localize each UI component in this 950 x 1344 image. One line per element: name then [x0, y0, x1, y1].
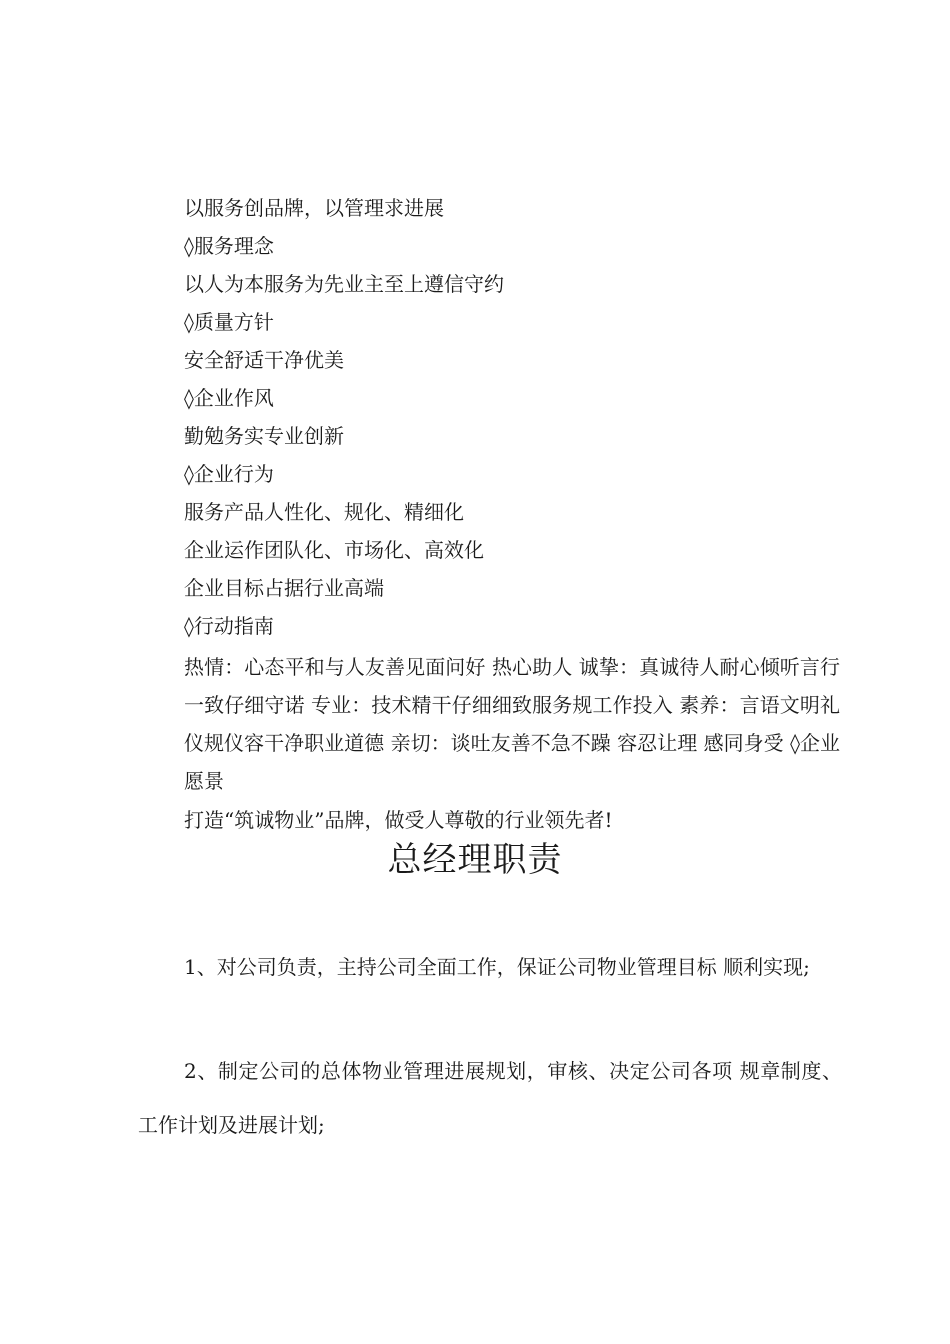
- section-heading-quality-policy: ◊质量方针: [184, 310, 274, 334]
- duty-item-2: 2、制定公司的总体物业管理进展规划，审核、决定公司各项 规章制度、工作计划及进展计划;: [138, 1059, 842, 1137]
- behavior-text-goal: 企业目标占据行业高端: [184, 576, 384, 600]
- action-guide-paragraph: 热情：心态平和与人友善见面问好 热心助人 诚挚：真诚待人耐心倾听言行一致仔细守诺 专业：技术精干仔细细致服务规工作投入 素养：言语文明礼仪规仪容干净职业道德 亲切：谈吐友善不急不躁 容忍让理 感同身受 ◊企业愿景: [184, 655, 840, 793]
- quality-policy-text: 安全舒适干净优美: [184, 348, 344, 372]
- behavior-text-service: 服务产品人性化、规化、精细化: [184, 500, 464, 524]
- vision-text: 打造“筑诚物业”品牌，做受人尊敬的行业领先者!: [184, 808, 613, 832]
- service-concept-text: 以人为本服务为先业主至上遵信守约: [184, 272, 504, 296]
- section-heading-enterprise-style: ◊企业作风: [184, 386, 274, 410]
- slogan-line: 以服务创品牌，以管理求进展: [184, 196, 444, 220]
- section-heading-action-guide: ◊行动指南: [184, 614, 274, 638]
- section-heading-enterprise-behavior: ◊企业行为: [184, 462, 274, 486]
- page-title: 总经理职责: [387, 840, 563, 880]
- duty-item-1: 1、对公司负责，主持公司全面工作，保证公司物业管理目标 顺利实现;: [184, 955, 810, 979]
- section-heading-service-concept: ◊服务理念: [184, 234, 274, 258]
- behavior-text-operation: 企业运作团队化、市场化、高效化: [184, 538, 484, 562]
- enterprise-style-text: 勤勉务实专业创新: [184, 424, 344, 448]
